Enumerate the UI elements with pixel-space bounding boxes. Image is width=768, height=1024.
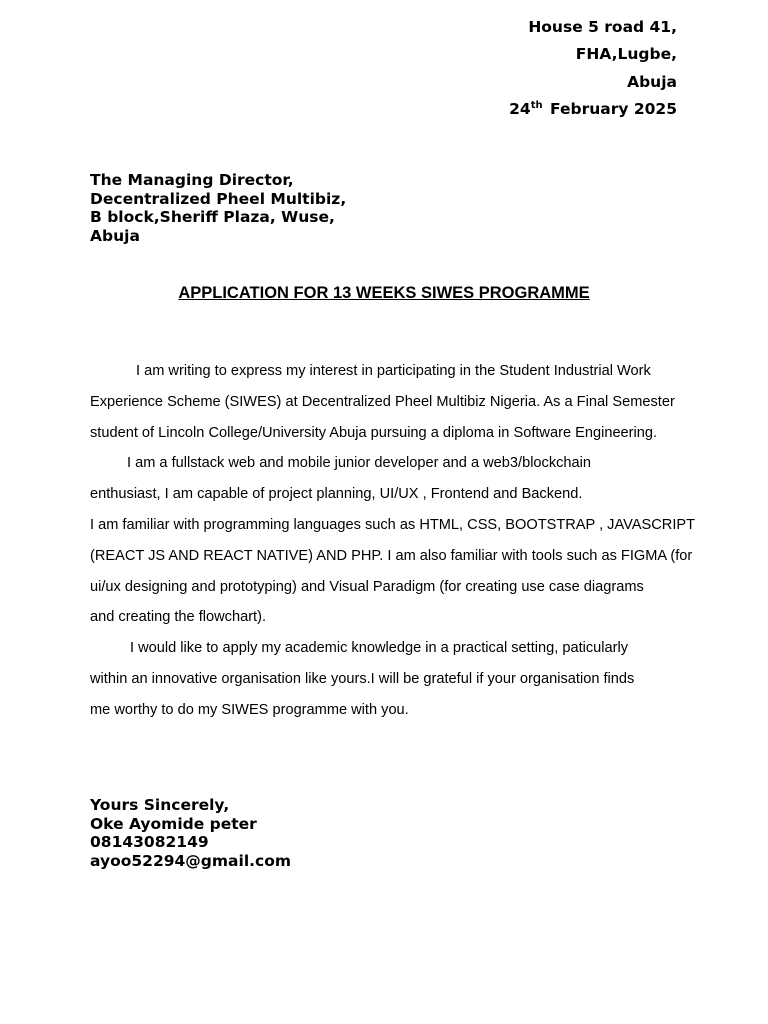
body-line: I would like to apply my academic knowledge in a practical setting, paticularly (130, 640, 629, 657)
date-suffix: th (530, 99, 543, 111)
body-line: and creating the flowchart). (90, 609, 267, 626)
letter-date (509, 96, 677, 125)
signer-name: Oke Ayomide peter (90, 814, 257, 833)
recipient-line: B block,Sheriff Plaza, Wuse, (90, 208, 335, 226)
body-line: (REACT JS AND REACT NATIVE) AND PHP. I am also familiar with tools such as FIGMA (for (90, 547, 693, 564)
recipient-line: Decentralized Pheel Multibiz, (90, 189, 347, 208)
body-line: I am writing to express my interest in participating in the Student Industrial Work (136, 363, 651, 379)
sender-address-line: Abuja (627, 72, 677, 91)
body-line: me worthy to do my SIWES programme with you. (90, 701, 409, 718)
closing-salutation: Yours Sincerely, (90, 796, 230, 814)
signer-email: ayoo52294@gmail.com (90, 851, 292, 870)
body-line: I am a fullstack web and mobile junior developer and a web3/blockchain (127, 455, 592, 472)
body-line: enthusiast, I am capable of project planning, UI/UX , Frontend and Backend. (90, 486, 583, 503)
recipient-line: Abuja (90, 226, 140, 245)
signer-phone: 08143082149 (90, 833, 209, 851)
recipient-address (90, 171, 346, 245)
sender-address (509, 14, 677, 125)
sender-address-line: FHA,Lugbe, (575, 45, 677, 64)
body-line: ui/ux designing and prototyping) and Visual Paradigm (for creating use case diagrams (90, 578, 644, 595)
date-month-year: February 2025 (550, 99, 677, 118)
letter-closing (90, 796, 291, 870)
body-line: I am familiar with programming languages such as HTML, CSS, BOOTSTRAP , JAVASCRIPT (90, 516, 696, 533)
body-line: student of Lincoln College/University Abuja pursuing a diploma in Software Engineering. (90, 424, 658, 441)
letter-subject: APPLICATION FOR 13 WEEKS SIWES PROGRAMME (178, 284, 590, 302)
date-day: 24 (509, 99, 531, 118)
body-line: within an innovative organisation like yours.I will be grateful if your organisation finds (90, 670, 635, 687)
body-line: Experience Scheme (SIWES) at Decentralized Pheel Multibiz Nigeria. As a Final Semester (90, 393, 675, 410)
recipient-line: The Managing Director, (90, 171, 294, 189)
sender-address-line: House 5 road 41, (528, 18, 677, 36)
letter-body (90, 356, 696, 726)
